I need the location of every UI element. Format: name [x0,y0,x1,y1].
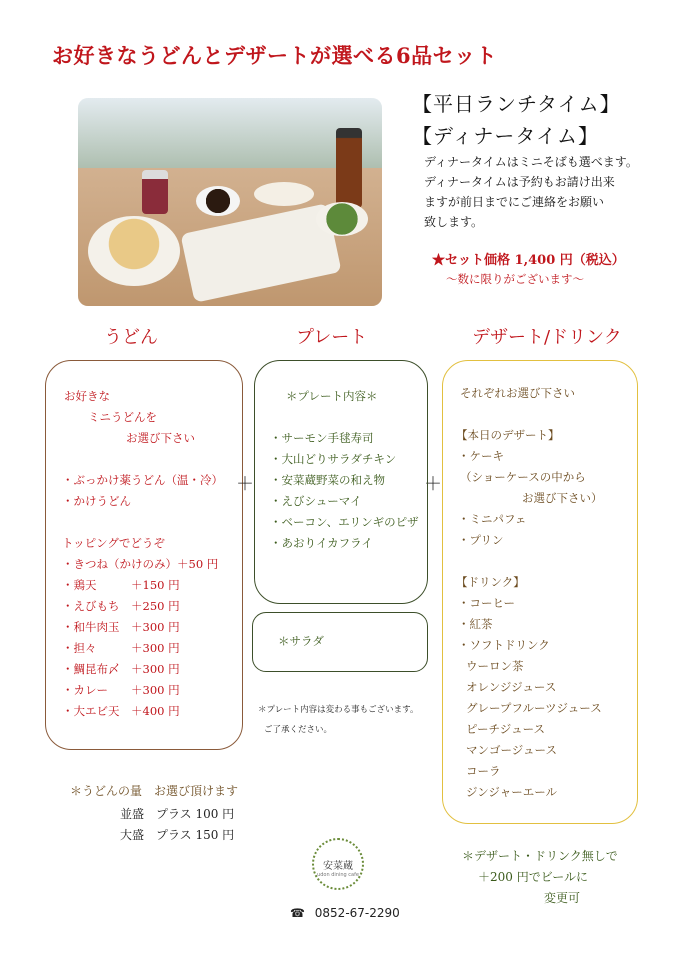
udon-intro: お選び下さい [126,431,195,445]
topping-item: ・和牛肉玉 ＋300 円 [62,620,180,634]
set-price: ★セット価格 1,400 円（税込） [432,253,625,268]
page-title: お好きなうどんとデザートが選べる6品セット [52,43,498,68]
udon-size-option: 大盛 プラス 150 円 [120,828,235,842]
topping-item: ・えびもち ＋250 円 [62,599,180,613]
soft-drink-item: ウーロン茶 [466,659,524,673]
udon-item: ・ぶっかけ薬うどん（温・冷） [62,473,223,487]
topping-item: ・担々 ＋300 円 [62,641,180,655]
plate-note: ご了承ください。 [264,725,333,735]
plate-title: ＊プレート内容＊ [286,389,378,403]
info-line: ますが前日までにご連絡をお願い [424,195,605,209]
dessert-title: 【本日のデザート】 [456,428,560,442]
plate-item: ・ベーコン、エリンギのピザ [270,515,419,529]
soft-drink-item: グレープフルーツジュース [466,701,602,715]
udon-size-option: 並盛 プラス 100 円 [120,807,235,821]
soft-drink-item: ピーチジュース [466,722,546,736]
soft-drink-item: マンゴージュース [466,743,557,757]
udon-item: ・かけうどん [62,494,131,508]
plus-sign: ＋ [424,474,442,495]
plate-item: ・えびシューマイ [270,494,362,508]
beer-note: ＋200 円でビールに [478,870,588,884]
topping-item: ・鯛昆布〆 ＋300 円 [62,662,180,676]
plate-item: ・あおりイカフライ [270,536,373,550]
topping-item: ・カレー ＋300 円 [62,683,180,697]
dinner-heading: 【ディナータイム】 [412,124,599,148]
plate-item: ・大山どりサラダチキン [270,452,397,466]
plate-item: ・サーモン手毬寿司 [270,431,374,445]
soft-drink-item: ジンジャーエール [466,785,557,799]
soft-drink-item: オレンジジュース [466,680,557,694]
drink-title: 【ドリンク】 [456,575,525,589]
info-line: 致します。 [424,215,484,229]
phone-number-row [290,906,400,920]
logo-subtext: udon dining cafe [317,872,359,878]
udon-size-title: ＊うどんの量 お選び頂けます [70,784,239,798]
plus-sign: ＋ [236,474,254,495]
beer-note: 変更可 [544,891,581,905]
udon-set-photo [78,98,382,306]
dessert-item: （ショーケースの中から [460,470,586,484]
logo-text: 安菜蔵 [323,861,353,872]
udon-intro: ミニうどんを [88,410,157,424]
dessert-item: お選び下さい） [522,491,603,505]
drink-item: ・紅茶 [458,617,493,631]
topping-item: ・きつね（かけのみ）＋50 円 [62,557,219,571]
info-line: ディナータイムはミニそばも選べます。 [424,155,638,169]
soft-drink-item: コーラ [466,764,501,778]
lunch-heading: 【平日ランチタイム】 [412,92,621,116]
plate-item: ・安菜蔵野菜の和え物 [270,473,385,487]
phone-icon: ☎ [290,906,305,920]
column-heading-dessert: デザート/ドリンク [472,327,622,348]
dessert-item: ・ミニパフェ [458,512,527,526]
column-heading-udon: うどん [104,327,158,348]
shop-logo [312,838,364,890]
dessert-intro: それぞれお選び下さい [460,386,575,400]
topping-item: ・鶏天 ＋150 円 [62,578,180,592]
salad-label: ＊サラダ [278,634,324,648]
price-note: ～数に限りがございます～ [446,272,584,286]
dessert-item: ・プリン [458,533,504,547]
udon-intro: お好きな [64,389,110,403]
drink-item: ・コーヒー [458,596,516,610]
beer-note: ＊デザート・ドリンク無しで [462,849,618,863]
column-heading-plate: プレート [296,327,368,348]
topping-item: ・大エビ天 ＋400 円 [62,704,180,718]
plate-note: ＊プレート内容は変わる事もございます。 [258,705,419,715]
phone-number: 0852-67-2290 [314,906,400,920]
dessert-item: ・ケーキ [458,449,504,463]
drink-item: ・ソフトドリンク [458,638,550,652]
info-line: ディナータイムは予約もお請け出来 [424,175,615,189]
toppings-title: トッピングでどうぞ [62,536,165,550]
